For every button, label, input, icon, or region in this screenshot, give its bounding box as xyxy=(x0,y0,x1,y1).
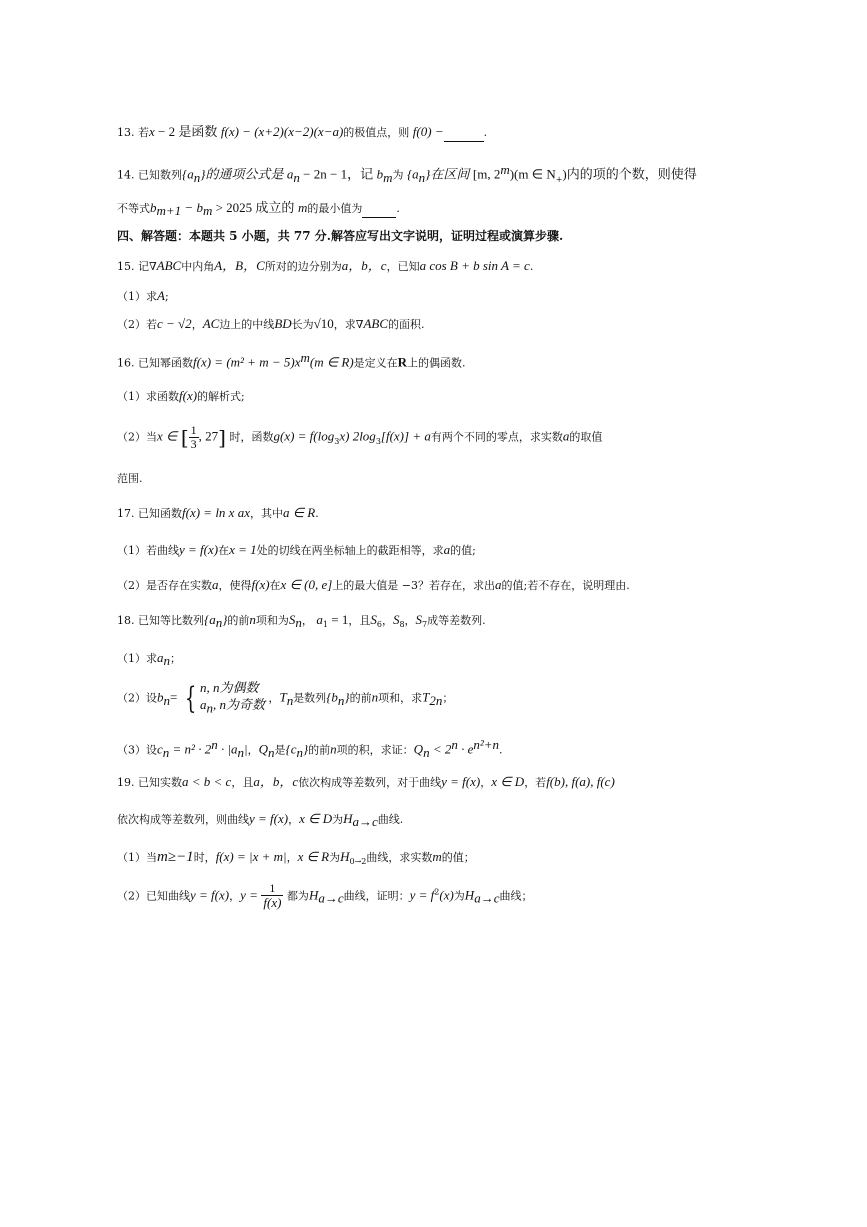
piecewise-cases: n, n为偶数 $a_n$, n为奇数 xyxy=(199,680,265,716)
question-16-part2: （2）当x ∈ [ $\frac{1}{3}$ , 27] 时，函数$g(x) = f(\log_3x) 2\log_3[f(x)] + a$有两个不同的零点，求实数a的取值 xyxy=(117,423,603,452)
question-15-part2: （2）若c − √2，AC边上的中线BD长为√10，求∇ABC的面积. xyxy=(117,316,425,331)
question-14-line2: 不等式$b_{m+1} - b_m > 2025$ 成立的 m的最小值为 . xyxy=(117,200,400,219)
question-19-part1: （1）当m≥−1时，f(x) = |x + m|，x ∈ R为$H_{0\to 2}$曲线，求实数m的值； xyxy=(117,849,475,867)
question-18-part1: （1）求$a_n$； xyxy=(117,650,181,669)
question-15-part1: （1）求A; xyxy=(117,288,169,303)
question-19: 19. 已知实数a < b < c，且a，b，c依次构成等差数列，对于曲线y = f(x)，x ∈ D，若f(b), f(a), f(c) xyxy=(117,774,615,789)
fraction-one-over-fx: $\frac{1}{f(x)}$ xyxy=(263,881,282,911)
question-16-part1: （1）求函数f(x)的解析式; xyxy=(117,388,245,403)
question-15: 15. 记∇ABC中内角A，B，C所对的边分别为a，b，c，已知a cos B + b sin A = c. xyxy=(117,258,534,273)
question-16: 16. 已知幂函数$f(x) = (m^2 + m - 5)x^m(m$ ∈ R)是定义在R上的偶函数. xyxy=(117,350,466,370)
question-19-line2: 依次构成等差数列，则曲线y = f(x)，x ∈ D为$H_{a\to c}$曲线. xyxy=(117,811,404,830)
question-14: 14. 已知数列$\{a_n\}$的通项公式是 $a_n - 2n - 1$，记 $b_m$为 $\{a_n\}$在区间 [m, 2$^m$)(m ∈ $N_+$)内的项的个数，则使得 xyxy=(117,162,697,185)
question-16-part2-cont: 范围. xyxy=(117,472,143,485)
section-heading: 四、解答题：本题共 5 小题，共 77 分.解答应写出文字说明，证明过程或演算步骤. xyxy=(117,229,564,243)
cases-brace: { xyxy=(184,680,197,716)
answer-blank-14[interactable] xyxy=(362,204,396,218)
question-17: 17. 已知函数f(x) = ln x ax，其中a ∈ R. xyxy=(117,505,319,520)
question-17-part2: （2）是否存在实数a，使得f(x)在x ∈ (0, e]上的最大值是 −3？若存在，求出a的值;若不存在，说明理由. xyxy=(117,577,630,592)
answer-blank-13[interactable] xyxy=(444,128,484,142)
question-13: 13. 若x − 2 是函数 f(x) − (x+2)(x−2)(x−a)的极值点，则 f(0) − . xyxy=(117,124,487,142)
question-19-part2: （2）已知曲线y = f(x)，y = $\frac{1}{f(x)}$ 都为$H_{a\to c}$曲线，证明：$y = f^2(x)$为$H_{a\to c}$曲线； xyxy=(117,881,533,911)
question-18: 18. 已知等比数列$\{a_n\}$的前n项和为$S_n$， $a_1 = 1$，且$S_6$，$S_8$，$S_7$成等差数列. xyxy=(117,612,486,631)
fraction-one-third: $\frac{1}{3}$ xyxy=(190,423,197,452)
question-18-part2: （2）设$b_n=$ { n, n为偶数 $a_n$, n为奇数 ，$T_n$是数列$\{b_n\}$的前n项和，求$T_{2n}$； xyxy=(117,680,454,716)
question-18-part3: （3）设$c_n = n^2 \cdot 2^n \cdot |a_n|$，$Q_n$是$\{c_n\}$的前n项的积，求证：$Q_n < 2^n \cdot e^{n^2+n}$. xyxy=(117,737,503,760)
question-17-part1: （1）若曲线y = f(x)在x = 1处的切线在两坐标轴上的截距相等，求a的值; xyxy=(117,542,476,557)
